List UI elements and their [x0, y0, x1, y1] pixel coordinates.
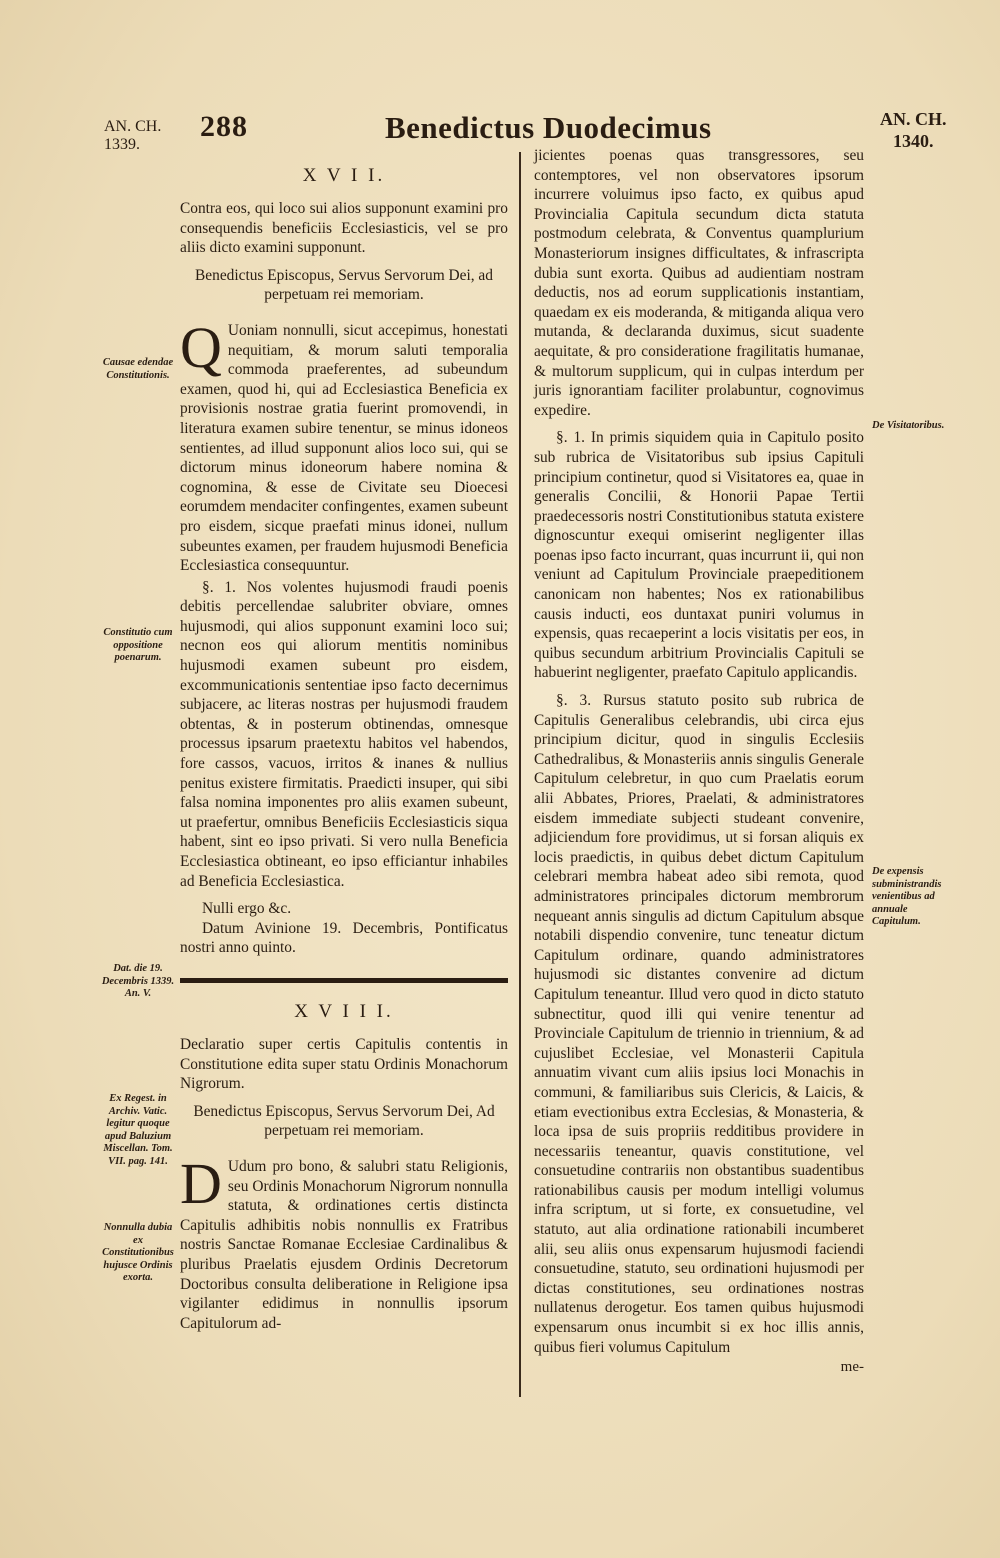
running-title: Benedictus Duodecimus — [385, 110, 712, 145]
drop-cap-q: Q — [180, 314, 222, 380]
year-label-left: AN. CH. — [104, 118, 162, 135]
page-number: 288 — [200, 110, 248, 143]
body-xviii — [180, 1150, 508, 1333]
body-xviii-text: Udum pro bono, & salubri statu Religionis, seu Ordinis Monachorum Nigrorum nonnulla statuta, & ordinationes certis distincta Capitulis adhibitis nobis nonnullis ex Fratribus nostris Sanctae Romanae Ecclesiae Cardinalibus & pluribus Praelatis ejusdem Ordinis Decretorum Doctoribus consulta deliberatione in Religione ipsa vigilanter edidimus in nonnullis ipsorum Capitulorum ad- — [180, 1157, 508, 1332]
rubric-xviii: Declaratio super certis Capitulis contentis in Constitutione edita super statu Ordinis Monachorum Nigrorum. — [180, 1035, 508, 1093]
paragraph-xvii-s1: §. 1. Nos volentes hujusmodi fraudi poenis debitis percellendae salubriter obviare, omnes hujusmodi, qui alios supponunt examini loco sui; necnon eos qui aliorum mentitis nominibus hujusmodi examen subeunt pro eisdem, excommunicationis sententiae ipso facto decernimus subjacere, ac literas nostras per hujusmodi fraudem obtentas, & in posterum obtinendas, omnesque processus ipsarum praetextu habitos vel habendos, fore cassos, vacuos, irritos & inanes & nullius penitus existere firmitatis. Praedicti insuper, qui sibi falsa nomina imponentes pro aliis examen subeunt, ut praefertur, omnibus Beneficiis Ecclesiasticis siqua habent, sint eo ipso privati. Si vero nulla Beneficia Ecclesiastica obtineant, eo ipso efficiantur inhabiles ad Beneficia Ecclesiastica. — [180, 578, 508, 890]
right-column — [534, 146, 864, 1376]
section-heading-xvii: X V I I. — [302, 165, 386, 186]
margin-note-constitutio: Constitutio cum oppositione poenarum. — [103, 627, 173, 663]
margin-note-nonnulla: Nonnulla dubia ex Constitutionibus hujusce Ordinis exorta. — [102, 1222, 174, 1283]
year-value-left: 1339. — [104, 136, 140, 153]
section-heading-xviii: X V I I I. — [294, 1000, 394, 1022]
datum-xvii: Datum Avinione 19. Decembris, Pontificatus nostri anno quinto. — [180, 919, 508, 957]
left-column — [180, 165, 508, 1333]
margin-note-causae: Causae edendae Constitutionis. — [102, 357, 174, 381]
body-xvii — [180, 314, 508, 576]
rubric-xvii: Contra eos, qui loco sui alios supponunt examini pro consequendis beneficiis Ecclesiasticis, vel se pro aliis dicto examini supponunt. — [180, 200, 508, 257]
body-xvii-text: Uoniam nonnulli, sicut accepimus, honestati nequitiam, & morum saluti temporalia commoda praeferentes, ad subeundum examen, quod hi, qui ad Ecclesiastica Beneficia ex provisionis nostrae gratia fuerint promovendi, in literatura examen subire tenentur, se minus idoneos sentientes, ad illud supponunt alios loco sui, qui se dictorum minus idoneorum habere nomina & cognomina, & esse de Civitate seu Dioecesi eorumdem mendaciter confingentes, examen subeunt pro eisdem, sicque praefati minus idonei, nullum subeuntes examen, per fraudem hujusmodi Beneficia Ecclesiastica consequuntur. — [180, 321, 508, 575]
year-marker-left — [104, 118, 161, 154]
drop-cap-d: D — [180, 1150, 222, 1216]
margin-note-ex-regest: Ex Regest. in Archiv. Vatic. legitur quoque apud Baluzium Miscellan. Tom. VII. pag. 141. — [103, 1093, 173, 1167]
year-marker-right — [880, 108, 947, 152]
margin-note-de-visitatoribus: De Visitatoribus. — [872, 420, 945, 431]
year-label-right: AN. CH. — [880, 109, 947, 129]
catchword: me- — [840, 1359, 864, 1376]
column-divider — [519, 152, 521, 1397]
continuation-text: jicientes poenas quas transgressores, seu contemptores, vel non observatores ipsorum incurrere voluimus ipso facto, ex quibus apud Provincialia Capitula secundum dicta statuta postmodum celebrata, & Conventus quamplurium Monasteriorum insignes difficultates, & infrascripta dubia sunt exorta. Quibus ad audientiam nostram deductis, nos ad eorum supplicationis instantiam, quaedam ex eis moderanda, & mitiganda aliqua vero mutanda, & declaranda duximus, sicut suadente aequitate, & pro consideratione fragilitatis humanae, & multorum supplicum, qui in culpas interdum per juris ignorantiam faciliter prolabuntur, cognovimus expedire. — [534, 147, 864, 419]
salutation-xviii: Benedictus Episcopus, Servus Servorum Dei, Ad perpetuam rei memoriam. — [193, 1102, 495, 1140]
margin-note-de-expensis: De expensis subministrandis venientibus ad annuale Capitulum. — [872, 866, 942, 927]
year-value-right: 1340. — [893, 131, 934, 151]
salutation-xvii: Benedictus Episcopus, Servus Servorum Dei, ad perpetuam rei memoriam. — [195, 266, 493, 304]
paragraph-xviii-s3: §. 3. Rursus statuto posito sub rubrica de Capitulis Generalibus celebrandis, ubi circa ejus principium dicitur, quod in singulis Ecclesiis Cathedralibus, & Monasteriis annis singulis Generale Capitulum celebretur, in quo cum Praelatis eorum alii Abbates, Priores, Praelati, & administratores eisdem immediate subjecti studeant convenire, adjiciendum fore providimus, ut si forsan aliquis ex locis praedictis, in quibus debet dictum Capitulum celebrari membra habeat adeo sibi remota, quod administratores principales dictorum membrorum nequeant annis singulis ad dictum Capitulum absque notabili dispendio convenire, tunc teneatur dictum Capitulum ordinare, quando administratores hujusmodi sic distantes convenire ad dictum Capitulum teneantur. Illud vero quod in dicto statuto subnectitur, quod illi qui venire tenentur ad Provinciale Capitulum de triennio in triennium, & ad cujuslibet Ecclesiae, vel Monasterii Capitula annuatim vivant cum aliis ipsius loci Monachis in communi, & familiaribus suis Clericis, & Laicis, & etiam evectionibus extra Ecclesias, & Monasteria, & loca ipsa de suis propriis redditibus providere in necessariis teneantur, quavis constitutione, vel consuetudine contrariis non obstantibus suadentibus rationabilibus causis per modum intelligi volumus infra scriptum, ut si forte, ex consuetudine, vel statuto, aut alia ordinatione rationabili incumberet alii, seu aliis onus expensarum hujusmodi faciendi consuetudine, statuto, seu ordinationi hujusmodi per dictas constitutiones, seu ordinationes nostras nullatenus derogetur. Eos tamen quibus hujusmodi expensarum onus incumbit si ex hoc illis annis, quibus fieri volumus Capitulum — [534, 692, 864, 1356]
margin-note-datum: Dat. die 19. Decembris 1339. An. V. — [101, 963, 175, 999]
paragraph-xviii-s1: §. 1. In primis siquidem quia in Capitulo posito sub rubrica de Visitatoribus sub ipsius Capituli principium continetur, quod si Visitatores ea, quae in generalis Concilii, & Honorii Papae Tertii praedecessoris nostri Constitutionibus statuta existere dignoscuntur exequi omiserint negligenter illas poenas ipso facto incurrant, quas incurrunt ii, qui non veniunt ad Capitulum Provinciale praepeditionem canonicam non habentes; Nos ex rationabilibus causis inducti, eos duntaxat puniri volumus in expensis, quas recaeperint a locis visitatis per eos, in quibus secundum arbitrium Provincialis Capituli se habuerint negligenter, praefato Capitulo applicandis. — [534, 429, 864, 682]
section-rule — [180, 978, 508, 983]
nulli-ergo: Nulli ergo &c. — [202, 900, 292, 918]
